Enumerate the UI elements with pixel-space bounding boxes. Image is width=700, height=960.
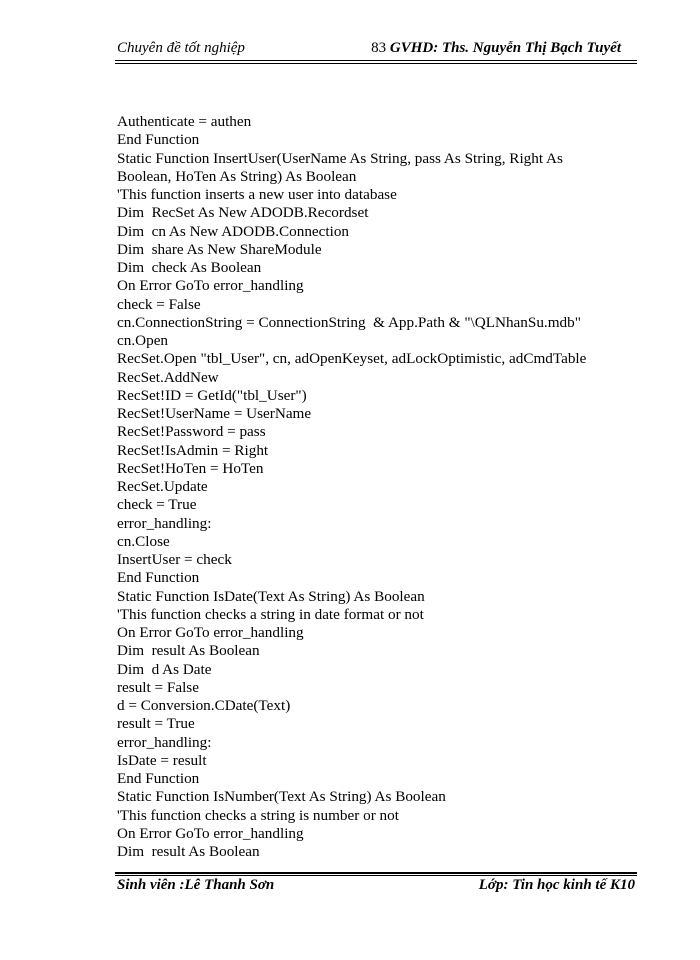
code-line: End Function — [117, 770, 200, 787]
code-line: RecSet!Password = pass — [117, 423, 266, 441]
footer-class: Lớp: Tin học kinh tế K10 — [478, 877, 635, 893]
page-header — [115, 40, 637, 60]
code-line: End Function — [117, 569, 200, 587]
code-line: cn.Open — [117, 332, 169, 349]
code-line: Dim cn As New ADODB.Connection — [117, 222, 350, 240]
code-listing — [117, 113, 637, 861]
code-line: cn.Close — [117, 532, 170, 550]
footer-divider-secondary — [115, 875, 637, 876]
code-line: On Error GoTo error_handling — [117, 624, 304, 641]
code-line: RecSet!HoTen = HoTen — [117, 459, 264, 477]
code-line: check = True — [117, 496, 197, 514]
header-divider — [115, 60, 637, 61]
code-line: Static Function InsertUser(UserName As String, pass As String, Right As — [117, 149, 563, 167]
header-advisor-name: GVHD: Ths. Nguyễn Thị Bạch Tuyết — [389, 40, 621, 56]
code-line: Dim share As New ShareModule — [117, 240, 322, 258]
footer-student: Sinh viên :Lê Thanh Sơn — [117, 877, 275, 893]
code-line: 'This function inserts a new user into database — [117, 186, 397, 203]
code-line: Static Function IsNumber(Text As String) As Boolean — [117, 788, 446, 806]
code-line: RecSet.Update — [117, 478, 208, 495]
code-line: error_handling: — [117, 733, 212, 751]
footer-divider — [115, 872, 637, 874]
code-line: On Error GoTo error_handling — [117, 824, 304, 842]
code-line: Dim result As Boolean — [117, 642, 260, 660]
code-line: error_handling: — [117, 514, 212, 532]
code-line: Static Function IsDate(Text As String) As Boolean — [117, 587, 425, 605]
code-line: result = False — [117, 678, 199, 696]
code-line: Dim check As Boolean — [117, 259, 262, 276]
code-line: 'This function checks a string in date format or not — [117, 605, 424, 623]
header-thesis-title: Chuyên đề tốt nghiệp — [117, 40, 245, 56]
code-line: On Error GoTo error_handling — [117, 277, 304, 295]
code-line: Dim result As Boolean — [117, 843, 260, 860]
code-line: RecSet!UserName = UserName — [117, 405, 312, 422]
code-line: check = False — [117, 295, 201, 313]
code-line: Dim RecSet As New ADODB.Recordset — [117, 204, 369, 222]
code-line: End Function — [117, 131, 200, 149]
code-line: Boolean, HoTen As String) As Boolean — [117, 167, 357, 185]
code-line: 'This function checks a string is number or not — [117, 806, 399, 824]
code-line: cn.ConnectionString = ConnectionString & App.Path & "\QLNhanSu.mdb" — [117, 313, 581, 331]
code-line: RecSet!IsAdmin = Right — [117, 441, 269, 459]
code-line: RecSet.AddNew — [117, 368, 219, 386]
code-line: Authenticate = authen — [117, 113, 252, 130]
page-number: 83 — [371, 40, 387, 56]
header-divider-secondary — [115, 63, 637, 64]
code-line: RecSet.Open "tbl_User", cn, adOpenKeyset, adLockOptimistic, adCmdTable — [117, 350, 587, 368]
code-line: RecSet!ID = GetId("tbl_User") — [117, 386, 307, 404]
code-line: result = True — [117, 715, 195, 733]
code-line: IsDate = result — [117, 751, 207, 769]
code-line: d = Conversion.CDate(Text) — [117, 697, 291, 714]
code-line: InsertUser = check — [117, 551, 232, 568]
page-footer — [115, 877, 637, 897]
header-advisor — [371, 40, 621, 57]
code-line: Dim d As Date — [117, 660, 212, 678]
